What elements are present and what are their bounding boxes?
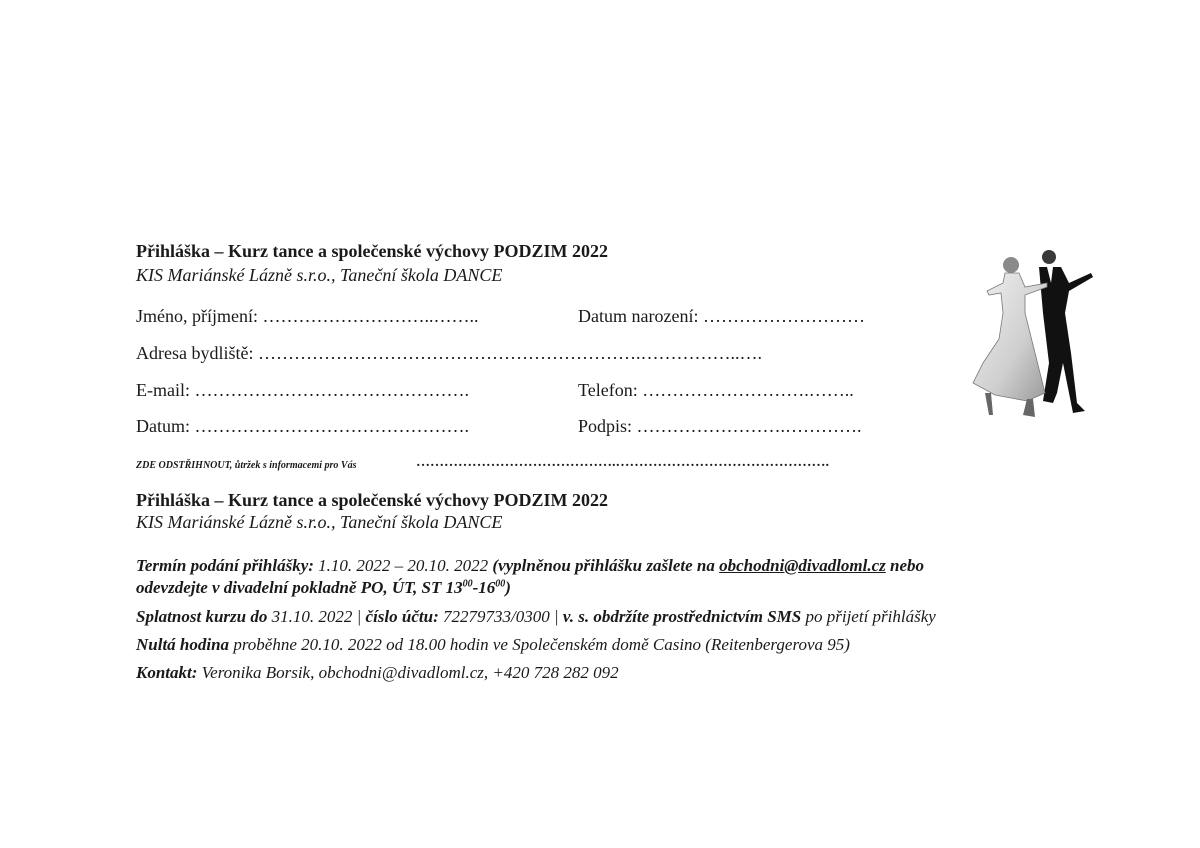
cut-line-dots: …………………………………….……………………………………….: [416, 455, 829, 470]
dancing-couple-image: [965, 243, 1100, 423]
office-hours-sup-1: 00: [462, 578, 473, 590]
info-title: Přihláška – Kurz tance a společenské výchovy PODZIM 2022: [136, 490, 608, 510]
signature-field[interactable]: Podpis: …………………….………….: [578, 416, 862, 436]
email-field[interactable]: E-mail: ……………………………………….: [136, 380, 469, 400]
zero-lesson-label: Nultá hodina: [136, 635, 230, 654]
form-subtitle: KIS Mariánské Lázně s.r.o., Taneční škola DANCE: [136, 265, 503, 285]
office-hours-close: ): [505, 578, 511, 597]
date-field[interactable]: Datum: ……………………………………….: [136, 416, 469, 436]
deadline-note: (vyplněnou přihlášku zašlete na: [492, 556, 720, 575]
vs-label: v. s. obdržíte prostřednictvím SMS: [562, 607, 802, 626]
deadline-value: 1.10. 2022 – 20.10. 2022: [313, 556, 493, 575]
account-value: 72279733/0300 |: [438, 607, 563, 626]
name-field[interactable]: Jméno, příjmení: ………………………..……..: [136, 306, 479, 326]
deadline-line: [136, 556, 924, 576]
zero-lesson-value: proběhne 20.10. 2022 od 18.00 hodin ve Společenském domě Casino (Reitenbergerova 95): [229, 635, 850, 654]
payment-line: [136, 607, 936, 627]
form-title: Přihláška – Kurz tance a společenské výchovy PODZIM 2022: [136, 241, 608, 261]
office-hours-sup-2: 00: [495, 578, 506, 590]
contact-line: [136, 663, 619, 683]
payment-date: 31.10. 2022 |: [267, 607, 366, 626]
office-hours-text: odevzdejte v divadelní pokladně PO, ÚT, ST 13: [136, 578, 463, 597]
contact-value: Veronika Borsik, obchodni@divadloml.cz, +420 728 282 092: [197, 663, 619, 682]
vs-tail: po přijetí přihlášky: [801, 607, 936, 626]
cut-line-label: ZDE ODSTŘIHNOUT, ůtržek s informacemi pro Vás: [136, 460, 357, 471]
info-subtitle: KIS Mariánské Lázně s.r.o., Taneční škola DANCE: [136, 512, 503, 532]
birthdate-field[interactable]: Datum narození: ………………………: [578, 306, 865, 326]
payment-label: Splatnost kurzu do: [136, 607, 268, 626]
deadline-note-end: nebo: [885, 556, 925, 575]
deadline-label: Termín podání přihlášky:: [136, 556, 314, 575]
office-hours-to: -16: [472, 578, 496, 597]
deadline-email-link[interactable]: obchodni@divadloml.cz: [719, 556, 886, 575]
phone-field[interactable]: Telefon: ……………………….……..: [578, 380, 854, 400]
account-label: číslo účtu:: [365, 607, 439, 626]
address-field[interactable]: Adresa bydliště: ……………………………………………………….……………..….: [136, 343, 762, 363]
contact-label: Kontakt:: [136, 663, 198, 682]
deadline-line-2: [136, 578, 511, 598]
zero-lesson-line: [136, 635, 850, 655]
